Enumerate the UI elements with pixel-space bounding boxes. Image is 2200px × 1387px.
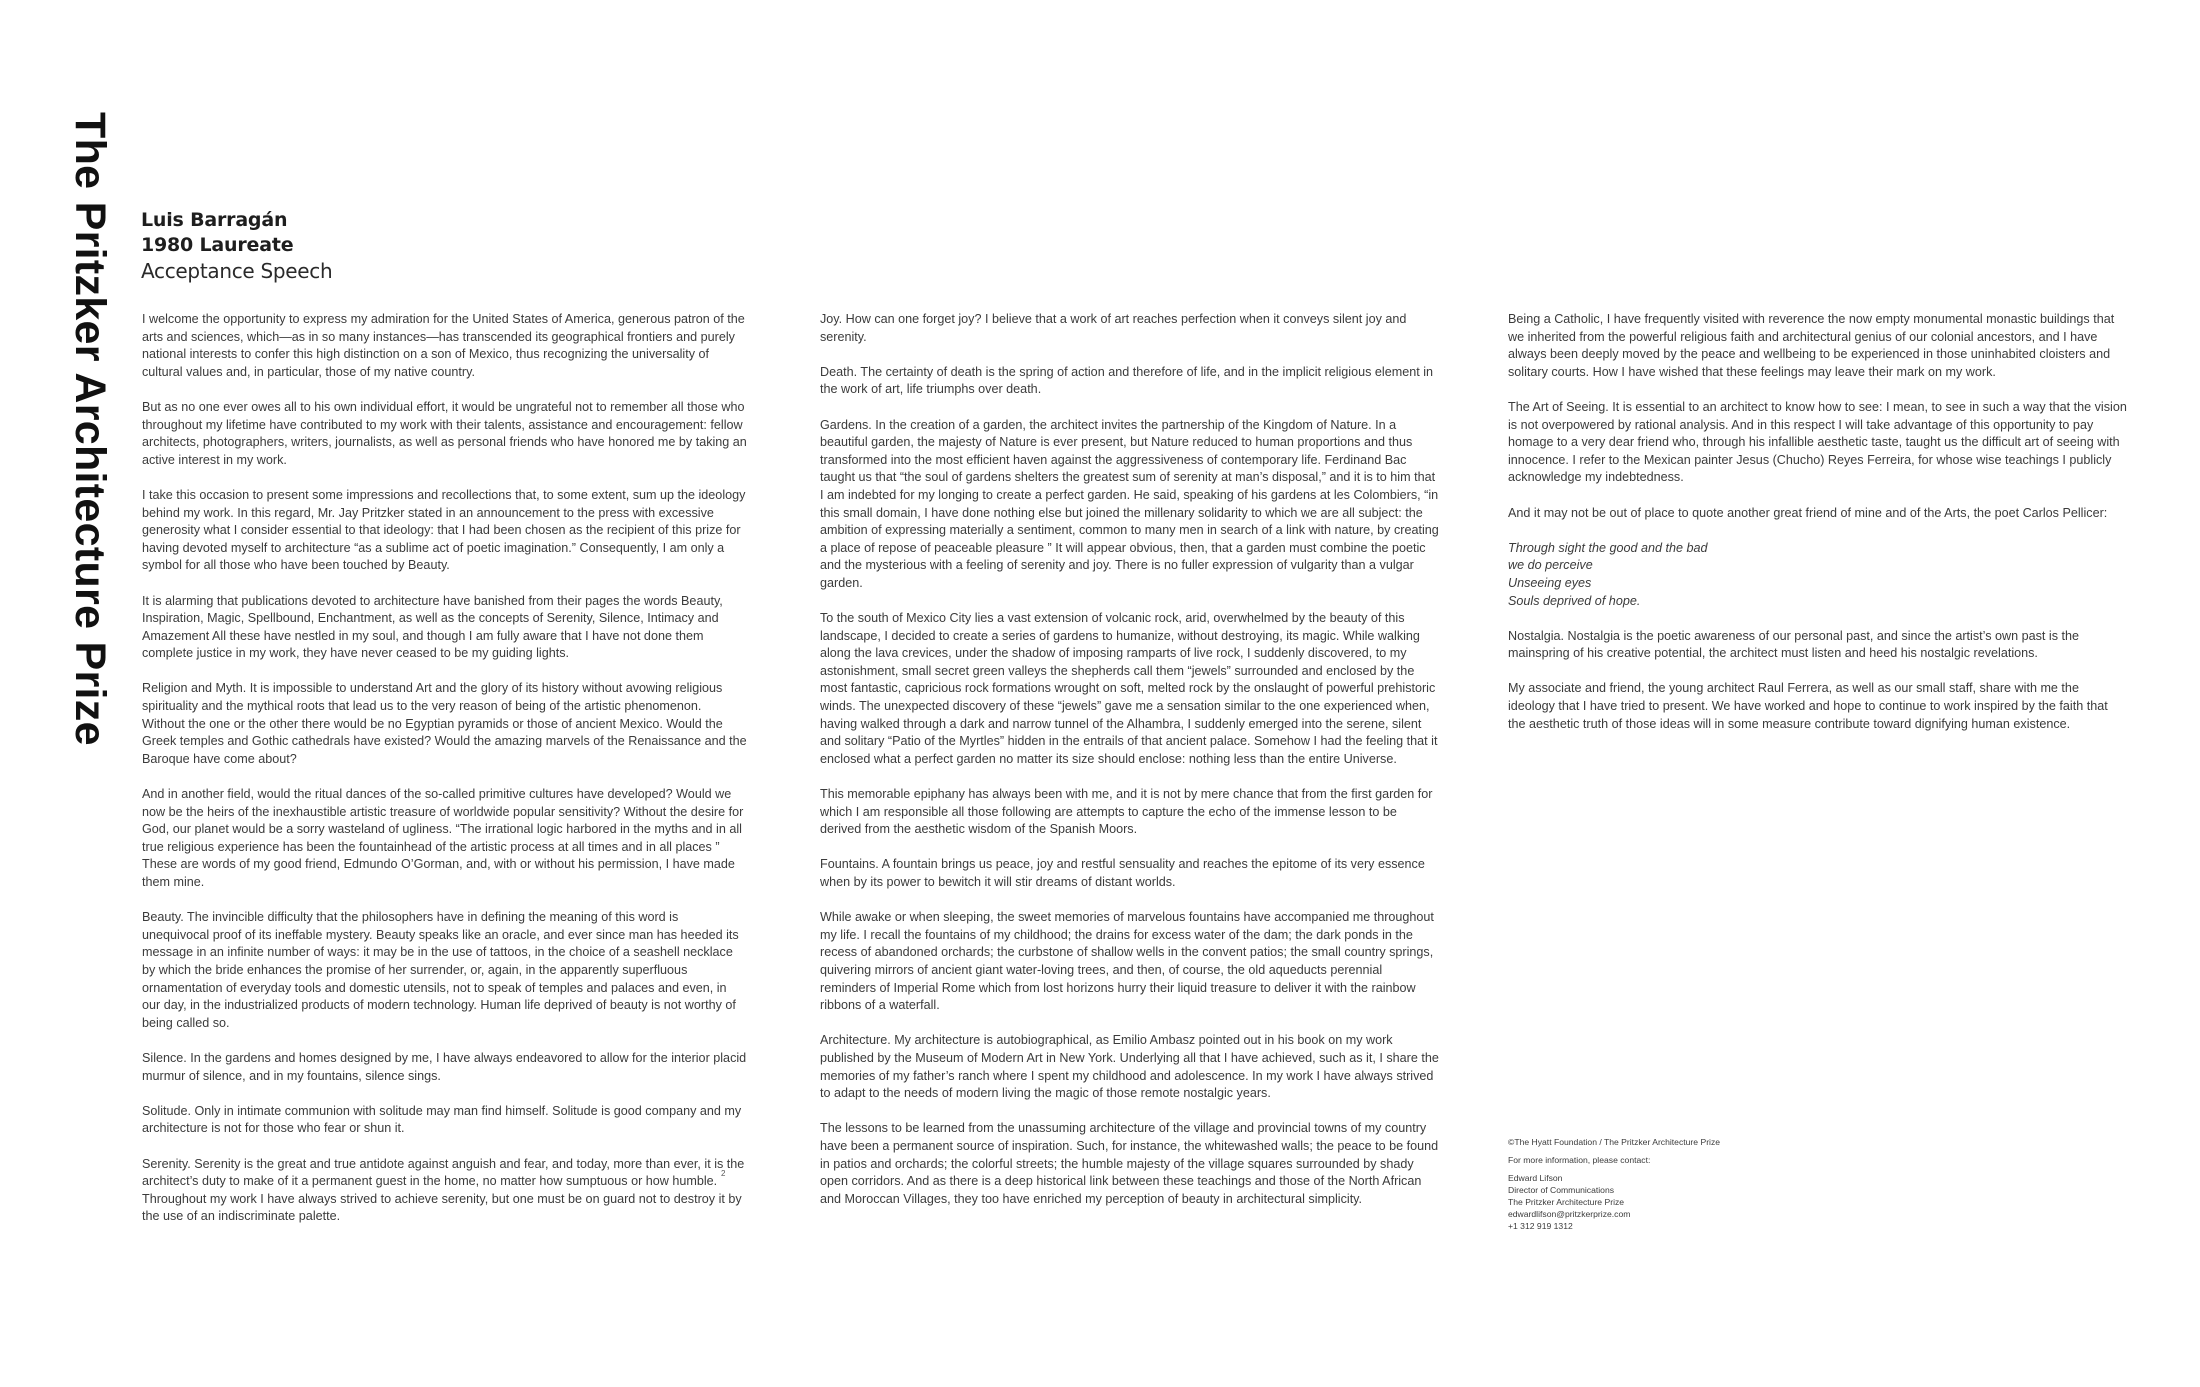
contact-email[interactable]: edwardlifson@pritzkerprize.com	[1508, 1209, 1631, 1219]
paragraph: My associate and friend, the young architect Raul Ferrera, as well as our small staff, share with me the ideology that I have tried to present. We have worked and hope to continue to work inspired by the faith that the aesthetic truth of those ideas will in some measure contribute toward dignifying human existence.	[1508, 681, 2108, 731]
laureate-name: Luis Barragán	[141, 209, 288, 231]
laureate-year: 1980 Laureate	[141, 234, 294, 256]
text-column-3	[1508, 311, 2128, 751]
paragraph: Gardens. In the creation of a garden, the architect invites the partnership of the Kingdom of Nature. In a beautiful garden, the majesty of Nature is ever present, but Nature reduced to human proportions and thus transformed into the most efficient haven against the aggressiveness of contemporary life. Ferdinand Bac taught us that “the soul of gardens shelters the greatest sum of serenity at man’s disposal,” and it is to him that I am indebted for my longing to create a perfect garden. He said, speaking of his gardens at les Colombiers, “in this small domain, I have done nothing else but joined the millenary solidarity to which we are all subject: the ambition of expressing materially a sentiment, common to many men in search of a link with nature, by creating a place of repose of peaceable pleasure ” It will appear obvious, then, that a garden must combine the poetic and the mysterious with a feeling of serenity and joy. There is no fuller expression of vulgarity than a vulgar garden.	[820, 417, 1439, 590]
poem-line: we do perceive	[1508, 558, 1593, 573]
paragraph: The lessons to be learned from the unassuming architecture of the village and provincial towns of my country have been a permanent source of inspiration. Such, for instance, the whitewashed walls; the peace to be found in patios and orchards; the colorful streets; the humble majesty of the village squares surrounded by shady open corridors. And as there is a deep historical link between these teachings and those of the North African and Moroccan Villages, they too have enriched my perception of beauty in architectural simplicity.	[820, 1121, 1439, 1206]
paragraph: But as no one ever owes all to his own individual effort, it would be ungrateful not to remember all those who throughout my lifetime have contributed to my work with their talents, assistance and encouragement: fellow architects, photographers, writers, journalists, as well as personal friends who have honored me by taking an active interest in my work.	[142, 399, 747, 467]
poem-line: Souls deprived of hope.	[1508, 593, 1641, 608]
side-title: The Pritzker Architecture Prize	[66, 112, 114, 746]
paragraph: Beauty. The invincible difficulty that the philosophers have in defining the meaning of this word is unequivocal proof of its ineffable mystery. Beauty speaks like an oracle, and ever since man has heeded its message in an infinite number of ways: it may be in the use of tattoos, in the choice of a seashell necklace by which the bride enhances the promise of her surrender, or, again, in the apparently superfluous ornamentation of everyday tools and domestic utensils, not to speak of temples and palaces and even, in our day, in the industrialized products of modern technology. Human life deprived of beauty is not worthy of being called so.	[142, 910, 739, 1030]
paragraph: And it may not be out of place to quote another great friend of mine and of the Arts, the poet Carlos Pellicer:	[1508, 505, 2108, 520]
footer-contact	[1508, 1136, 1720, 1232]
paragraph: This memorable epiphany has always been with me, and it is not by mere chance that from the first garden for which I am responsible all those following are attempts to capture the echo of the immense lesson to be derived from the aesthetic wisdom of the Spanish Moors.	[820, 787, 1433, 837]
paragraph: Serenity. Serenity is the great and true antidote against anguish and fear, and today, more than ever, it is the architect’s duty to make of it a permanent guest in the home, no matter how sumptuous or how humble. Throughout my work I have always strived to achieve serenity, but one must be on guard not to destroy it by the use of an indiscriminate palette.	[142, 1156, 745, 1224]
paragraph: I take this occasion to present some impressions and recollections that, to some extent, sum up the ideology behind my work. In this regard, Mr. Jay Pritzker stated in an announcement to the press with excessive generosity what I consider essential to that ideology: that I had been chosen as the recipient of this prize for having devoted myself to architecture “as a sublime act of poetic imagination.” Consequently, I am only a symbol for all those who have been touched by Beauty.	[142, 487, 746, 573]
paragraph: Joy. How can one forget joy? I believe that a work of art reaches perfection when it conveys silent joy and serenity.	[820, 312, 1407, 344]
contact-intro: For more information, please contact:	[1508, 1155, 1651, 1165]
contact-title: Director of Communications	[1508, 1185, 1615, 1195]
document-header	[141, 208, 332, 284]
paragraph: I welcome the opportunity to express my admiration for the United States of America, generous patron of the arts and sciences, which—as in so many instances—has transcended its geographical frontiers and purely national interests to confer this high distinction on a son of Mexico, thus recognizing the universality of cultural values and, in particular, those of my native country.	[142, 312, 745, 379]
paragraph: The Art of Seeing. It is essential to an architect to know how to see: I mean, to see in such a way that the vision is not overpowered by rational analysis. And in this respect I will take advantage of this opportunity to pay homage to a very dear friend who, through his infallible aesthetic taste, taught us the difficult art of seeing with innocence. I refer to the Mexican painter Jesus (Chucho) Reyes Ferreira, for whose wise teachings I publicly acknowledge my indebtedness.	[1508, 399, 2127, 485]
text-column-2	[820, 311, 1440, 1226]
poem-quote	[1508, 540, 2128, 610]
paragraph: Fountains. A fountain brings us peace, joy and restful sensuality and reaches the epitome of its very essence when by its power to bewitch it will stir dreams of distant worlds.	[820, 857, 1425, 889]
poem-line: Unseeing eyes	[1508, 575, 1592, 590]
paragraph: Silence. In the gardens and homes designed by me, I have always endeavored to allow for the interior placid murmur of silence, and in my fountains, silence sings.	[142, 1050, 747, 1083]
paragraph: Solitude. Only in intimate communion with solitude may man find himself. Solitude is good company and my architecture is not for those who fear or shun it.	[142, 1103, 742, 1136]
paragraph: Being a Catholic, I have frequently visited with reverence the now empty monumental monastic buildings that we inherited from the powerful religious faith and architectural genius of our colonial ancestors, and I have always been deeply moved by the peace and wellbeing to be experienced in those uninhabited cloisters and solitary courts. How I have wished that these feelings may leave their mark on my work.	[1508, 312, 2115, 379]
copyright-notice: ©The Hyatt Foundation / The Pritzker Architecture Prize	[1508, 1137, 1721, 1147]
document-subtitle: Acceptance Speech	[141, 259, 333, 283]
paragraph: While awake or when sleeping, the sweet memories of marvelous fountains have accompanied me throughout my life. I recall the fountains of my childhood; the drains for excess water of the dam; the dark ponds in the recess of abandoned orchards; the curbstone of shallow wells in the convent patios; the small country springs, quivering mirrors of ancient giant water-loving trees, and then, of course, the old aqueducts perennial reminders of Imperial Rome which from lost horizons hurry their liquid treasure to deliver it with the rainbow ribbons of a waterfall.	[820, 910, 1434, 1013]
text-column-1	[142, 311, 747, 1243]
paragraph: Architecture. My architecture is autobiographical, as Emilio Ambasz pointed out in his book on my work published by the Museum of Modern Art in New York. Underlying all that I have achieved, such as it, I share the memories of my father’s ranch where I spent my childhood and adolescence. In my work I have always strived to adapt to the needs of modern living the magic of those remote nostalgic years.	[820, 1033, 1439, 1101]
paragraph: And in another field, would the ritual dances of the so-called primitive cultures have developed? Would we now be the heirs of the inexhaustible artistic treasure of worldwide popular sensitivity? Without the desire for God, our planet would be a sorry wasteland of ugliness. “The irrational logic harbored in the myths and in all true religious experience has been the fountainhead of the artistic process at all times and in all places ” These are words of my good friend, Edmundo O’Gorman, and, with or without his permission, I have made them mine.	[142, 787, 744, 889]
poem-line: Through sight the good and the bad	[1508, 540, 1708, 555]
paragraph: Death. The certainty of death is the spring of action and therefore of life, and in the implicit religious element in the work of art, life triumphs over death.	[820, 364, 1434, 397]
contact-phone: +1 312 919 1312	[1508, 1221, 1573, 1231]
paragraph: It is alarming that publications devoted to architecture have banished from their pages the words Beauty, Inspiration, Magic, Spellbound, Enchantment, as well as the concepts of Serenity, Silence, Intimacy and Amazement All these have nestled in my soul, and though I am fully aware that I have not done them complete justice in my work, they have never ceased to be my guiding lights.	[142, 593, 723, 661]
page-number: 2	[721, 1169, 726, 1178]
paragraph: To the south of Mexico City lies a vast extension of volcanic rock, arid, overwhelmed by the beauty of this landscape, I decided to create a series of gardens to humanize, without destroying, its magic. While walking along the lava crevices, under the shadow of imposing ramparts of live rock, I suddenly discovered, to my astonishment, small secret green valleys the shepherds call them “jewels” surrounded and enclosed by the most fantastic, capricious rock formations wrought on soft, melted rock by the onslaught of powerful prehistoric winds. The unexpected discovery of these “jewels” gave me a sensation similar to the one experienced when, having walked through a dark and narrow tunnel of the Alhambra, I suddenly emerged into the serene, silent and solitary “Patio of the Myrtles” hidden in the entrails of that ancient palace. Somehow I had the feeling that it enclosed what a perfect garden no matter its size should enclose: nothing less than the entire Universe.	[820, 611, 1438, 766]
contact-name: Edward Lifson	[1508, 1173, 1563, 1183]
paragraph: Religion and Myth. It is impossible to understand Art and the glory of its history without avowing religious spirituality and the mythical roots that lead us to the very reason of being of the artistic phenomenon. Without the one or the other there would be no Egyptian pyramids or those of ancient Mexico. Would the Greek temples and Gothic cathedrals have existed? Would the amazing marvels of the Renaissance and the Baroque have come about?	[142, 681, 747, 766]
contact-organization: The Pritzker Architecture Prize	[1508, 1197, 1625, 1207]
paragraph: Nostalgia. Nostalgia is the poetic awareness of our personal past, and since the artist’s own past is the mainspring of his creative potential, the architect must listen and heed his nostalgic revelations.	[1508, 628, 2079, 661]
